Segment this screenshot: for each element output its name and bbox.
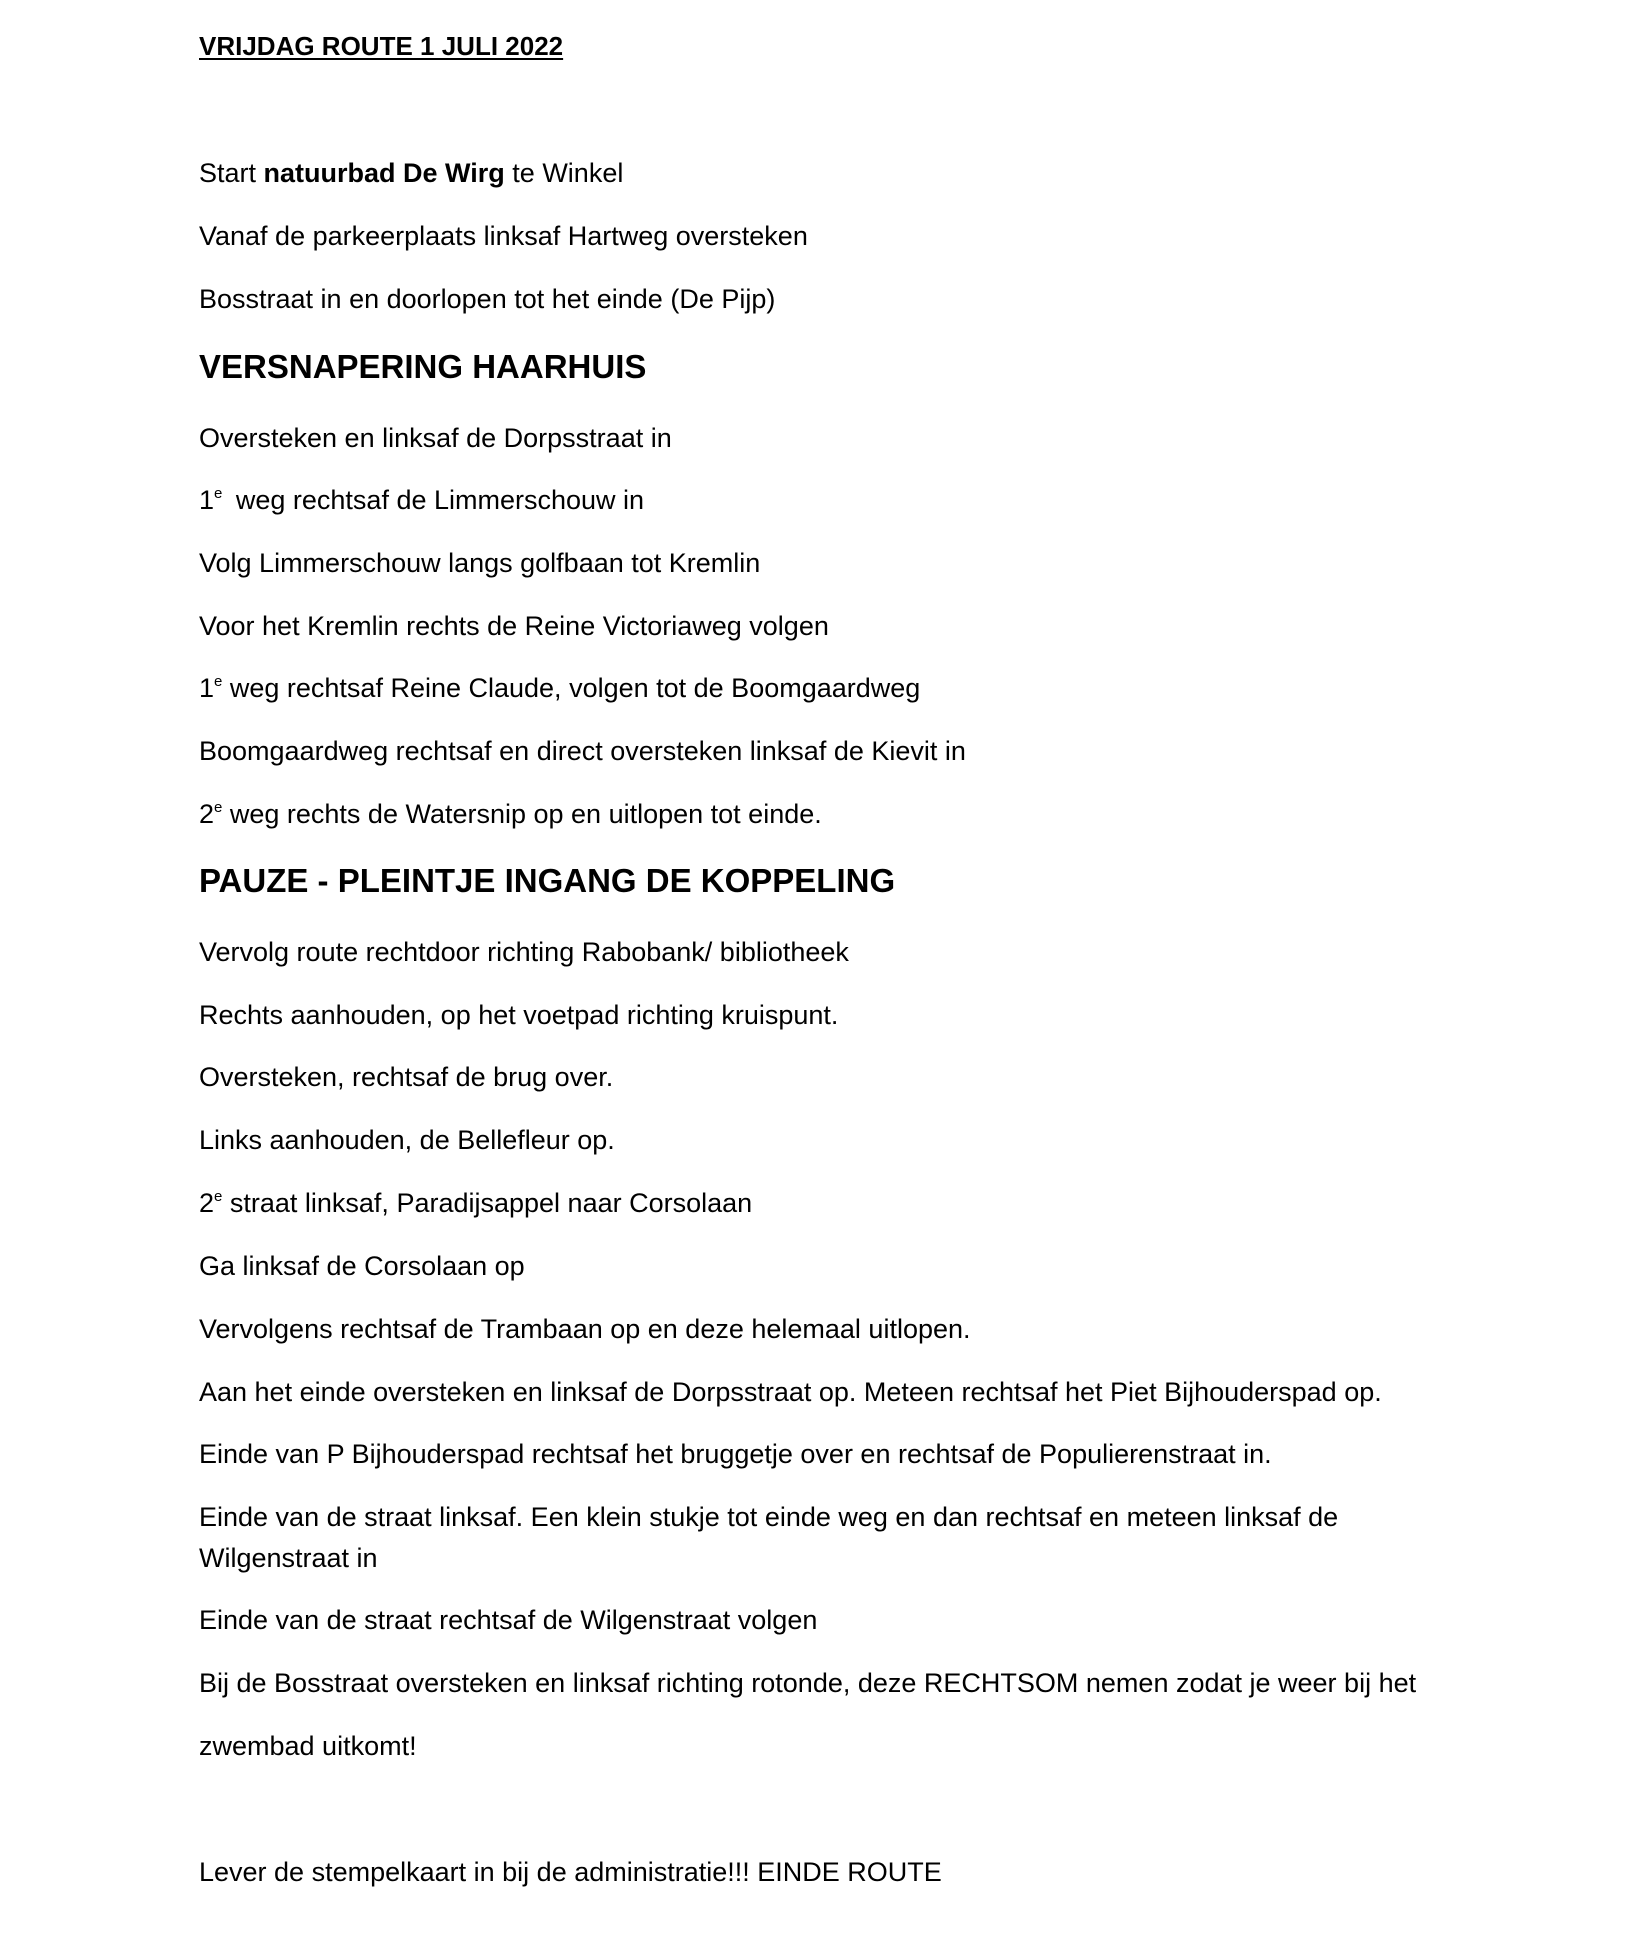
ordinal-suffix: e: [214, 673, 223, 690]
route-line-bosstraat: Bosstraat in en doorlopen tot het einde (De Pijp): [199, 284, 776, 314]
route-line-continued: zwembad uitkomt!: [199, 1731, 417, 1761]
route-line: Ga linksaf de Corsolaan op: [199, 1251, 525, 1281]
route-line: Einde van P Bijhouderspad rechtsaf het bruggetje over en rechtsaf de Populierenstraat in.: [199, 1439, 1272, 1469]
ordinal-suffix: e: [214, 1188, 223, 1205]
route-line: [199, 668, 1499, 708]
ordinal-number: 1: [199, 485, 215, 515]
route-line: Volg Limmerschouw langs golfbaan tot Kremlin: [199, 548, 761, 578]
route-line: Oversteken en linksaf de Dorpsstraat in: [199, 423, 672, 453]
ordinal-suffix: e: [214, 799, 223, 816]
route-line: Boomgaardweg rechtsaf en direct oversteken linksaf de Kievit in: [199, 736, 966, 766]
route-line: [199, 480, 1499, 520]
route-line: Aan het einde oversteken en linksaf de Dorpsstraat op. Meteen rechtsaf het Piet Bijhouderspad op.: [199, 1377, 1382, 1407]
ordinal-number: 1: [199, 673, 215, 703]
route-line: Vervolg route rechtdoor richting Rabobank/ bibliotheek: [199, 937, 849, 967]
route-line: Bij de Bosstraat oversteken en linksaf richting rotonde, deze RECHTSOM nemen zodat je weer bij het: [199, 1668, 1417, 1698]
route-line: Einde van de straat rechtsaf de Wilgenstraat volgen: [199, 1605, 818, 1635]
route-line: [199, 1183, 1499, 1223]
route-line: Rechts aanhouden, op het voetpad richting kruispunt.: [199, 1000, 839, 1030]
route-line: Vervolgens rechtsaf de Trambaan op en deze helemaal uitlopen.: [199, 1314, 971, 1344]
route-text: weg rechtsaf Reine Claude, volgen tot de Boomgaardweg: [222, 673, 921, 703]
closing-line: Lever de stempelkaart in bij de administratie!!! EINDE ROUTE: [199, 1857, 942, 1887]
section-heading-pauze: PAUZE - PLEINTJE INGANG DE KOPPELING: [199, 862, 896, 899]
route-line: [199, 794, 1499, 834]
route-line-continued: Wilgenstraat in: [199, 1543, 378, 1573]
document-title: VRIJDAG ROUTE 1 JULI 2022: [199, 31, 564, 61]
ordinal-number: 2: [199, 1188, 215, 1218]
route-line-parking: Vanaf de parkeerplaats linksaf Hartweg oversteken: [199, 221, 808, 251]
section-heading-versnapering: VERSNAPERING HAARHUIS: [199, 348, 647, 385]
route-line: Links aanhouden, de Bellefleur op.: [199, 1125, 615, 1155]
route-text: weg rechts de Watersnip op en uitlopen tot einde.: [222, 799, 822, 829]
route-line: Oversteken, rechtsaf de brug over.: [199, 1062, 614, 1092]
route-line: Einde van de straat linksaf. Een klein stukje tot einde weg en dan rechtsaf en meteen linksaf de: [199, 1502, 1339, 1532]
route-line: Voor het Kremlin rechts de Reine Victoriaweg volgen: [199, 611, 829, 641]
route-text: straat linksaf, Paradijsappel naar Corsolaan: [222, 1188, 753, 1218]
ordinal-suffix: e: [214, 485, 223, 502]
start-prefix: Start: [199, 158, 264, 188]
ordinal-number: 2: [199, 799, 215, 829]
start-line: [199, 153, 1499, 193]
route-text: weg rechtsaf de Limmerschouw in: [228, 485, 645, 515]
start-location: natuurbad De Wirg: [263, 158, 505, 188]
start-suffix: te Winkel: [504, 158, 624, 188]
